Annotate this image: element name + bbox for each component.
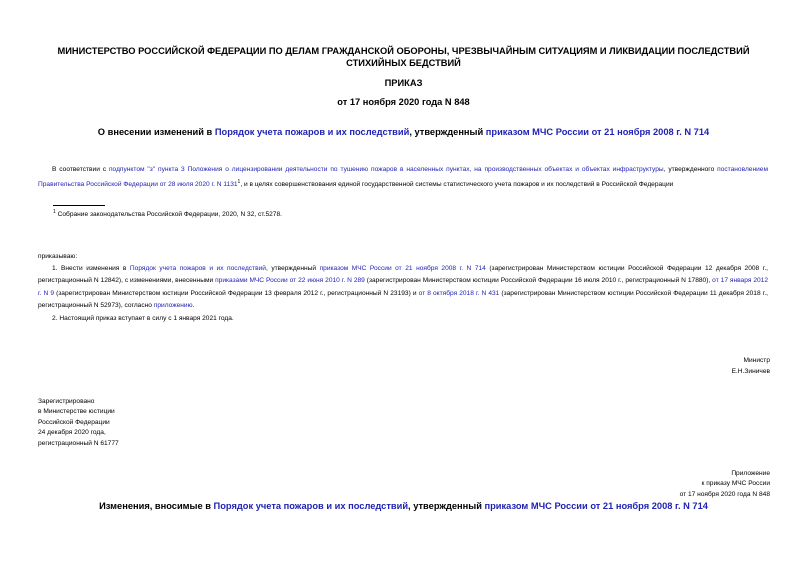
order-item-2: 2. Настоящий приказ вступает в силу с 1 января 2021 года.	[52, 315, 234, 322]
heading-prefix: О внесении изменений в	[97, 127, 215, 137]
appendix-heading-middle: , утвержденный	[408, 501, 485, 511]
preamble-text-3: , и в целях совершенствования единой государственной системы статистического учета пожаров и их последствий в Российской Федерации	[240, 181, 674, 189]
registration-line: регистрационный N 61777	[38, 439, 119, 447]
item1-text-5: (зарегистрирован Министерством юстиции Российской Федерации 13 февраля 2012 г., регистрационный N 23193) и	[54, 289, 419, 297]
footnote-mark: 1	[53, 209, 56, 215]
preamble-text-1: В соответствии с	[52, 166, 109, 173]
order-item-1	[38, 263, 768, 312]
heading-link-order-714[interactable]: приказом МЧС России от 21 ноября 2008 г. N 714	[485, 127, 710, 137]
footnote-divider	[53, 205, 105, 206]
order-title: ПРИКАЗ	[384, 78, 423, 88]
heading-middle: , утвержденный	[409, 127, 486, 137]
signature-block	[732, 355, 770, 377]
item1-text-7: .	[192, 301, 195, 309]
appendix-line: Приложение	[731, 470, 770, 477]
signer-name: Е.Н.Зиничев	[731, 368, 770, 375]
appendix-heading	[0, 501, 807, 511]
order-date: от 17 ноября 2020 года N 848	[337, 97, 470, 107]
appendix-heading-link-order-714[interactable]: приказом МЧС России от 21 ноября 2008 г. N 714	[484, 501, 708, 511]
item1-link-order-289[interactable]: приказами МЧС России от 22 июня 2010 г. N 289	[215, 277, 365, 285]
registration-line: в Министерстве юстиции	[38, 408, 115, 416]
registration-line: Зарегистрировано	[38, 398, 95, 405]
preamble-link-regulation[interactable]: подпунктом "з" пункта 3 Положения о лицензировании деятельности по тушению пожаров в населенных пунктах, на производственных объектах и объектах инфраструктуры	[108, 166, 664, 173]
appendix-heading-link-procedure[interactable]: Порядок учета пожаров и их последствий	[213, 501, 409, 511]
ministry-name: МИНИСТЕРСТВО РОССИЙСКОЙ ФЕДЕРАЦИИ ПО ДЕЛАМ ГРАЖДАНСКОЙ ОБОРОНЫ, ЧРЕЗВЫЧАЙНЫМ СИТУАЦИЯМ И ЛИКВИДАЦИИ ПОСЛЕДСТВИЙ СТИХИЙНЫХ БЕДСТВИЙ	[57, 46, 750, 68]
item1-link-appendix[interactable]: приложению	[153, 301, 193, 309]
registration-block	[38, 397, 119, 449]
appendix-line: к приказу МЧС России	[701, 480, 770, 488]
registration-line: Российской Федерации	[38, 418, 110, 426]
item1-text-3: (зарегистрирован Министерством юстиции Российской Федерации 12 декабря 2008 г., регистрационный N 12842), с изменениями, внесенными	[38, 265, 768, 285]
footnote-ref[interactable]: 1	[237, 179, 241, 186]
preamble-text-2: , утвержденного	[663, 166, 718, 173]
appendix-line: от 17 ноября 2020 года N 848	[679, 490, 770, 498]
footnote-text: Собрание законодательства Российской Федерации, 2020, N 32, ст.5278.	[55, 211, 282, 219]
item1-link-order-714[interactable]: приказом МЧС России от 21 ноября 2008 г. N 714	[319, 265, 486, 272]
order-heading	[20, 127, 787, 137]
item1-text-6: (зарегистрирован Министерством юстиции Российской Федерации 11 декабря 2018 г., регистрационный N 52973), согласно	[38, 289, 768, 309]
item1-link-order-431[interactable]: от 8 октября 2018 г. N 431	[418, 289, 500, 297]
item1-text-1: 1. Внести изменения в	[52, 265, 130, 272]
appendix-reference	[680, 469, 770, 500]
footnote	[53, 209, 282, 218]
appendix-heading-prefix: Изменения, вносимые в	[99, 501, 214, 511]
item1-text-4: (зарегистрирован Министерством юстиции Российской Федерации 16 июля 2010 г., регистрационный N 17880),	[364, 277, 713, 285]
preamble-paragraph	[38, 164, 768, 192]
preamble-link-resolution[interactable]: постановлением Правительства Российской Федерации от 28 июля 2020 г. N 1131	[38, 166, 768, 189]
item1-text-2: , утвержденный	[265, 265, 320, 272]
signer-position: Министр	[743, 357, 770, 364]
item1-link-procedure[interactable]: Порядок учета пожаров и их последствий	[129, 265, 266, 272]
item1-link-order-9[interactable]: от 17 января 2012 г. N 9	[38, 277, 768, 297]
heading-link-procedure[interactable]: Порядок учета пожаров и их последствий	[214, 127, 410, 137]
prikazyvayu-text: приказываю:	[38, 253, 78, 260]
registration-line: 24 декабря 2020 года,	[38, 429, 106, 437]
